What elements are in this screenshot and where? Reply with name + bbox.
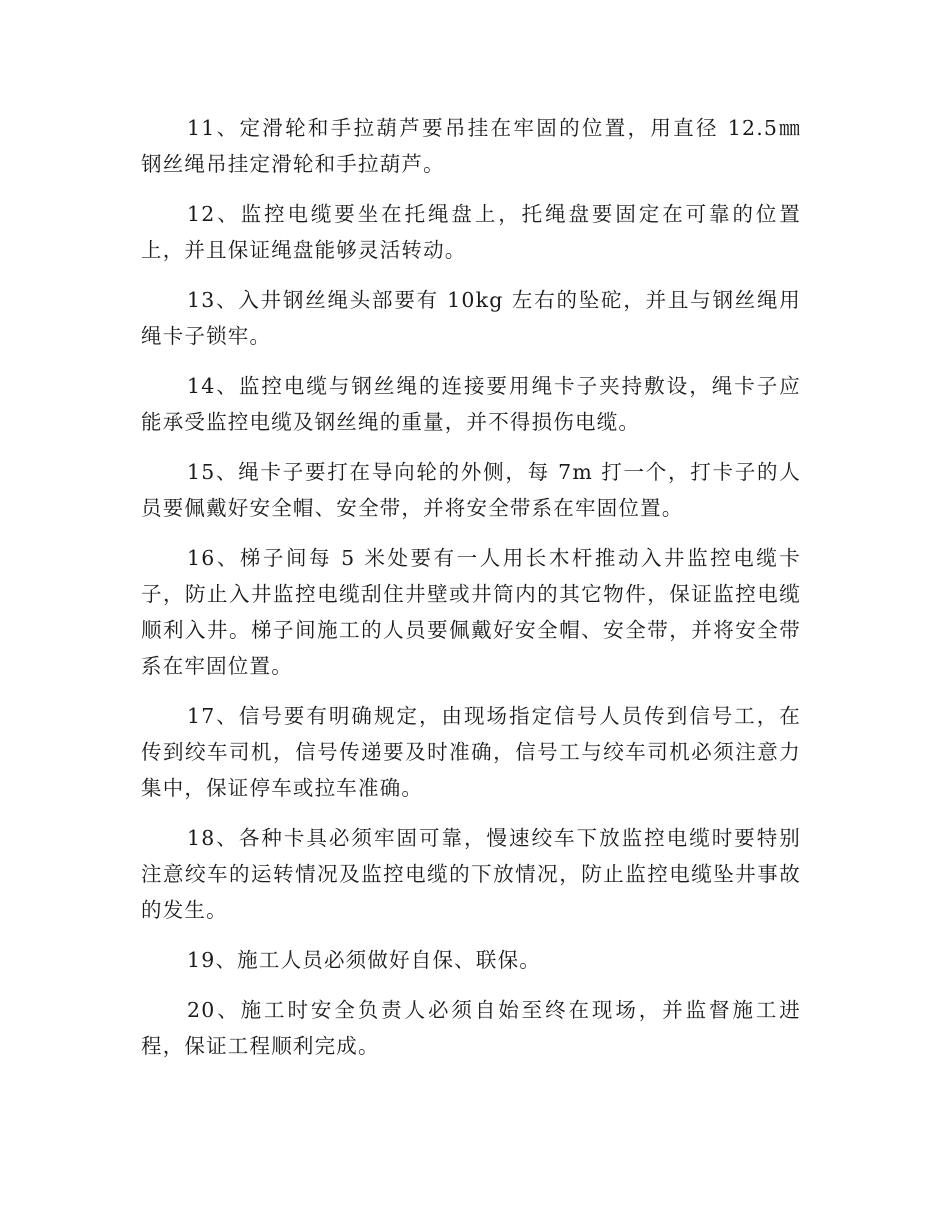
paragraph-item-14: 14、监控电缆与钢丝绳的连接要用绳卡子夹持敷设，绳卡子应能承受监控电缆及钢丝绳的重量，并不得损伤电缆。	[141, 374, 801, 434]
paragraph-item-11: 11、定滑轮和手拉葫芦要吊挂在牢固的位置，用直径 12.5㎜ 钢丝绳吊挂定滑轮和手拉葫芦。	[141, 116, 801, 176]
paragraph-item-18: 18、各种卡具必须牢固可靠，慢速绞车下放监控电缆时要特别注意绞车的运转情况及监控电缆的下放情况，防止监控电缆坠井事故的发生。	[141, 826, 801, 922]
paragraph-item-13: 13、入井钢丝绳头部要有 10kg 左右的坠砣，并且与钢丝绳用绳卡子锁牢。	[141, 288, 801, 348]
document-body	[141, 110, 801, 1078]
paragraph-item-12: 12、监控电缆要坐在托绳盘上，托绳盘要固定在可靠的位置上，并且保证绳盘能够灵活转动。	[141, 202, 801, 262]
paragraph-item-20: 20、施工时安全负责人必须自始至终在现场，并监督施工进程，保证工程顺利完成。	[141, 998, 801, 1058]
paragraph-item-16: 16、梯子间每 5 米处要有一人用长木杆推动入井监控电缆卡子，防止入井监控电缆刮住井壁或井筒内的其它物件，保证监控电缆顺利入井。梯子间施工的人员要佩戴好安全帽、安全带，并将安全带系在牢固位置。	[141, 546, 801, 678]
paragraph-item-19: 19、施工人员必须做好自保、联保。	[187, 948, 541, 972]
paragraph-item-15: 15、绳卡子要打在导向轮的外侧，每 7m 打一个，打卡子的人员要佩戴好安全帽、安全带，并将安全带系在牢固位置。	[141, 460, 801, 520]
paragraph-item-17: 17、信号要有明确规定，由现场指定信号人员传到信号工，在传到绞车司机，信号传递要及时准确，信号工与绞车司机必须注意力集中，保证停车或拉车准确。	[141, 704, 801, 800]
